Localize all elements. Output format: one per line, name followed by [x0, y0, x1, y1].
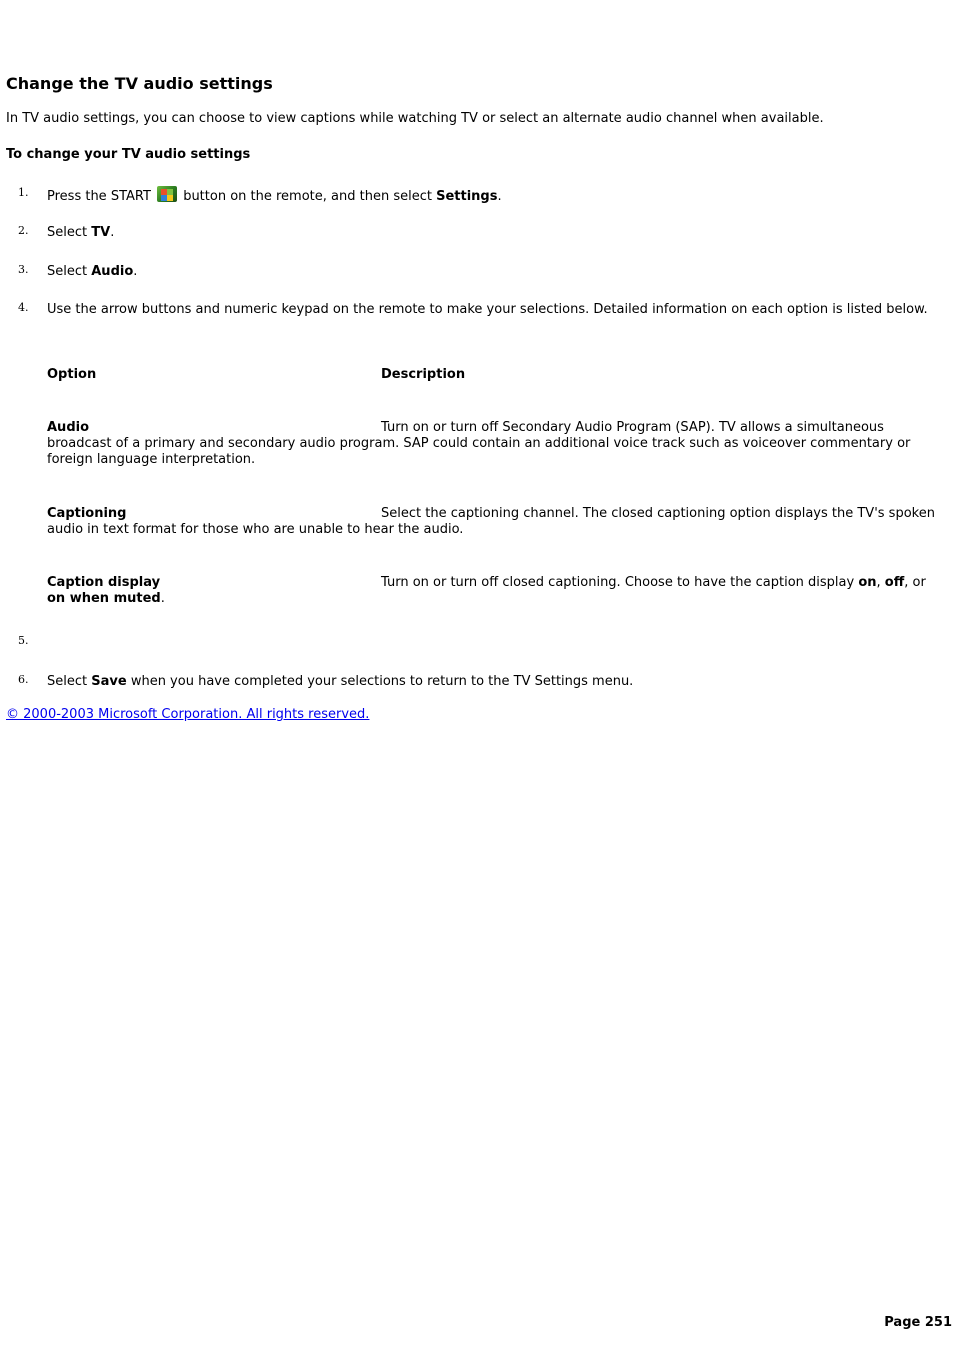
option-description: Select the captioning channel. The closed captioning option displays the TV's spoken audio in text format for those who are unable to hear the audio. [47, 506, 935, 537]
description-keyword: on [858, 575, 877, 590]
description-part: Turn on or turn off closed captioning. Choose to have the caption display [381, 575, 859, 590]
option-name: Captioning [47, 506, 127, 521]
step-keyword: Audio [91, 264, 134, 279]
step-number: 1. [18, 186, 29, 199]
description-keyword: on when muted [47, 591, 161, 606]
option-row-audio [47, 420, 942, 468]
step-number: 4. [18, 301, 29, 314]
options-table-header [47, 366, 942, 383]
step-text [47, 673, 942, 690]
step-text-part: . [110, 225, 115, 240]
step-number: 3. [18, 263, 29, 276]
description-part: . [160, 591, 165, 606]
step-text-part: Select [47, 264, 92, 279]
step-text [47, 186, 942, 205]
procedure-heading: To change your TV audio settings [6, 147, 251, 162]
start-button-icon [157, 186, 177, 202]
step-keyword: Save [91, 674, 127, 689]
option-row-caption-display [47, 575, 942, 607]
step-text-part: . [497, 189, 502, 204]
page-title: Change the TV audio settings [6, 74, 273, 93]
description-keyword: off [884, 575, 905, 590]
intro-paragraph: In TV audio settings, you can choose to view captions while watching TV or select an alternate audio channel when available. [6, 111, 824, 126]
copyright-link[interactable]: © 2000-2003 Microsoft Corporation. All rights reserved. [6, 707, 370, 722]
step-keyword: TV [91, 225, 111, 240]
step-keyword: Settings [436, 189, 498, 204]
step-text-part: Select [47, 225, 92, 240]
step-text-part: . [133, 264, 138, 279]
step-number: 5. [18, 634, 29, 647]
step-text-part: button on the remote, and then select [179, 189, 437, 204]
option-description: Turn on or turn off Secondary Audio Program (SAP). TV allows a simultaneous broadcast of a primary and secondary audio program. SAP could contain an additional voice track such as voiceover commentary or foreign language interpretation. [47, 420, 911, 467]
step-text-part: when you have completed your selections to return to the TV Settings menu. [126, 674, 634, 689]
step-text-part: Press the START [47, 189, 156, 204]
step-text: Use the arrow buttons and numeric keypad on the remote to make your selections. Detailed information on each option is listed below. [47, 302, 928, 317]
step-text [47, 263, 942, 280]
step-number: 2. [18, 224, 29, 237]
column-header-description: Description [381, 367, 466, 382]
step-number: 6. [18, 673, 29, 686]
option-name: Caption display [47, 575, 161, 590]
description-part: , [876, 575, 885, 590]
column-header-option: Option [47, 367, 97, 382]
option-row-captioning [47, 506, 942, 538]
page-number: Page 251 [884, 1315, 952, 1330]
step-text [47, 224, 942, 241]
description-part: , or [904, 575, 926, 590]
option-name: Audio [47, 420, 90, 435]
step-text-part: Select [47, 674, 92, 689]
